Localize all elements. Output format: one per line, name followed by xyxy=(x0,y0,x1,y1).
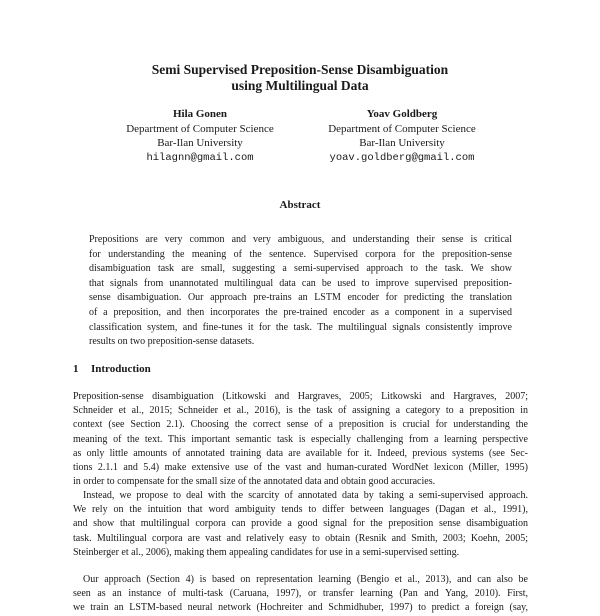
body-line: Instead, we propose to deal with the scarcity of annotated data by taking a semi-supervised approach. xyxy=(83,490,528,501)
body-line: task. Multilingual corpora are vast and relatively easy to obtain (Resnik and Smith, 2003; Koehn, 2005; xyxy=(73,532,528,544)
body-line: Schneider et al., 2015; Schneider et al., 2016), is the task of assigning a category to a preposition in xyxy=(73,405,528,417)
body-line: We rely on the intuition that word ambiguity tends to differ between languages (Dagan et al., 1991), xyxy=(73,504,528,516)
abstract-line: that signals from unannotated multilingual data can be used to improve supervised preposition- xyxy=(89,277,512,289)
paper-title-line-1: Semi Supervised Preposition-Sense Disambiguation xyxy=(151,62,449,77)
body-line: meaning of the text. This important semantic task is especially challenging from a learning perspective xyxy=(73,433,528,445)
abstract-line: disambiguation task are small, suggesting a semi-supervised approach to the task. We show xyxy=(89,263,512,275)
author-email: hilagnn@gmail.com xyxy=(146,151,254,164)
section-heading xyxy=(73,363,151,375)
abstract-line: results on two preposition-sense datasets. xyxy=(89,336,255,348)
author-department: Department of Computer Science xyxy=(328,122,476,135)
author-block-1 xyxy=(90,107,310,165)
abstract-line: of a preposition, and then incorporates the pre-trained encoder as a component in a supervised xyxy=(89,306,512,318)
abstract-line: for understanding the meaning of the sentence. Supervised corpora for the preposition-sense xyxy=(89,248,512,260)
abstract-heading: Abstract xyxy=(279,199,321,211)
section-title: Introduction xyxy=(91,363,151,375)
author-block-2 xyxy=(292,107,512,165)
abstract-line: sense disambiguation. Our approach pre-trains an LSTM encoder for predicting the translation xyxy=(89,292,512,304)
body-line: seen as an instance of multi-task (Caruana, 1997), or transfer learning (Pan and Yang, 2010). First, xyxy=(73,588,528,600)
body-line: Preposition-sense disambiguation (Litkowski and Hargraves, 2005; Litkowski and Hargraves, 2007; xyxy=(73,391,528,402)
intro-paragraph-1 xyxy=(73,390,528,489)
author-email: yoav.goldberg@gmail.com xyxy=(329,151,475,164)
intro-paragraph-2 xyxy=(73,489,528,560)
author-name: Yoav Goldberg xyxy=(366,108,438,120)
intro-paragraph-3 xyxy=(73,573,528,616)
paper-title-line-2: using Multilingual Data xyxy=(231,78,369,93)
body-line: Our approach (Section 4) is based on representation learning (Bengio et al., 2013), and can also be xyxy=(83,574,528,585)
body-line: tions 2.1.1 and 5.4) make extensive use of the vast and human-curated WordNet lexicon (Miller, 1995) xyxy=(73,462,528,474)
abstract-text xyxy=(89,233,512,350)
abstract-line: Prepositions are very common and very ambiguous, and understanding their sense is critical xyxy=(89,234,512,245)
author-name: Hila Gonen xyxy=(172,108,228,120)
body-line: as only little amounts of annotated training data are available for it. Indeed, previous systems (see Sec- xyxy=(73,447,528,459)
body-line: we train an LSTM-based neural network (Hochreiter and Schmidhuber, 1997) to predict a foreign (say, xyxy=(73,602,528,614)
body-line: context (see Section 2.1). Choosing the correct sense of a preposition is crucial for understanding the xyxy=(73,419,528,431)
body-line: Steinberger et al., 2006), making them appealing candidates for use in a semi-supervised setting. xyxy=(73,546,460,558)
author-university: Bar-Ilan University xyxy=(157,137,243,149)
body-line: and show that multilingual corpora can provide a good signal for the preposition sense disambiguation xyxy=(73,518,528,530)
abstract-line: classification system, and fine-tunes it for the task. The multilingual signals consistently improve xyxy=(89,321,512,333)
author-department: Department of Computer Science xyxy=(126,122,274,135)
section-number: 1 xyxy=(73,363,79,375)
author-university: Bar-Ilan University xyxy=(359,137,445,149)
body-line: in order to compensate for the small size of the annotated data and obtain good accuracies. xyxy=(73,476,436,488)
